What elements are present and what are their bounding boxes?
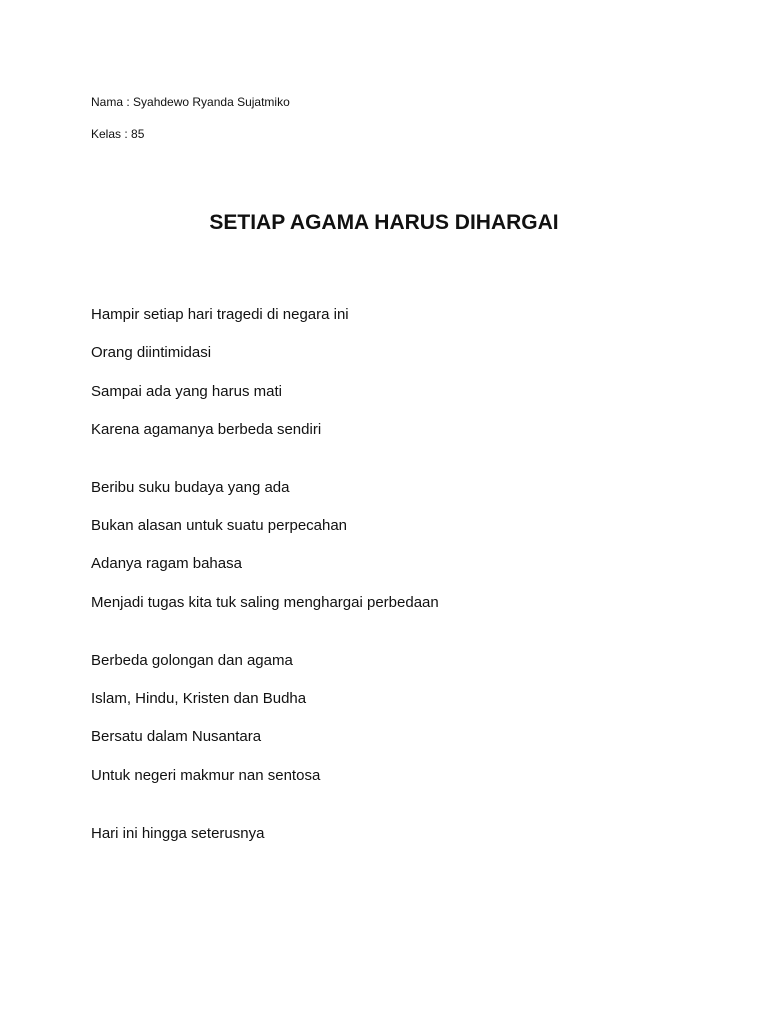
poem-line: Menjadi tugas kita tuk saling menghargai perbedaan xyxy=(91,593,439,611)
poem-body xyxy=(91,305,731,882)
poem-line: Adanya ragam bahasa xyxy=(91,555,242,573)
poem-line: Sampai ada yang harus mati xyxy=(91,382,282,400)
poem-line: Hari ini hingga seterusnya xyxy=(91,824,265,842)
poem-stanza xyxy=(91,305,731,440)
poem-line: Hampir setiap hari tragedi di negara ini xyxy=(91,306,349,323)
poem-line: Bukan alasan untuk suatu perpecahan xyxy=(91,517,348,535)
poem-line: Bersatu dalam Nusantara xyxy=(91,728,262,746)
poem-line: Untuk negeri makmur nan sentosa xyxy=(91,766,321,784)
poem-line: Orang diintimidasi xyxy=(91,344,212,362)
poem-line: Karena agamanya berbeda sendiri xyxy=(91,420,322,438)
poem-line: Berbeda golongan dan agama xyxy=(91,651,293,669)
student-class: Kelas : 85 xyxy=(91,127,145,141)
student-name: Nama : Syahdewo Ryanda Sujatmiko xyxy=(91,95,290,109)
poem-stanza xyxy=(91,824,731,844)
poem-stanza xyxy=(91,651,731,786)
poem-line: Islam, Hindu, Kristen dan Budha xyxy=(91,690,307,708)
poem-title: SETIAP AGAMA HARUS DIHARGAI xyxy=(209,211,559,234)
poem-stanza xyxy=(91,478,731,613)
poem-line: Beribu suku budaya yang ada xyxy=(91,478,290,496)
